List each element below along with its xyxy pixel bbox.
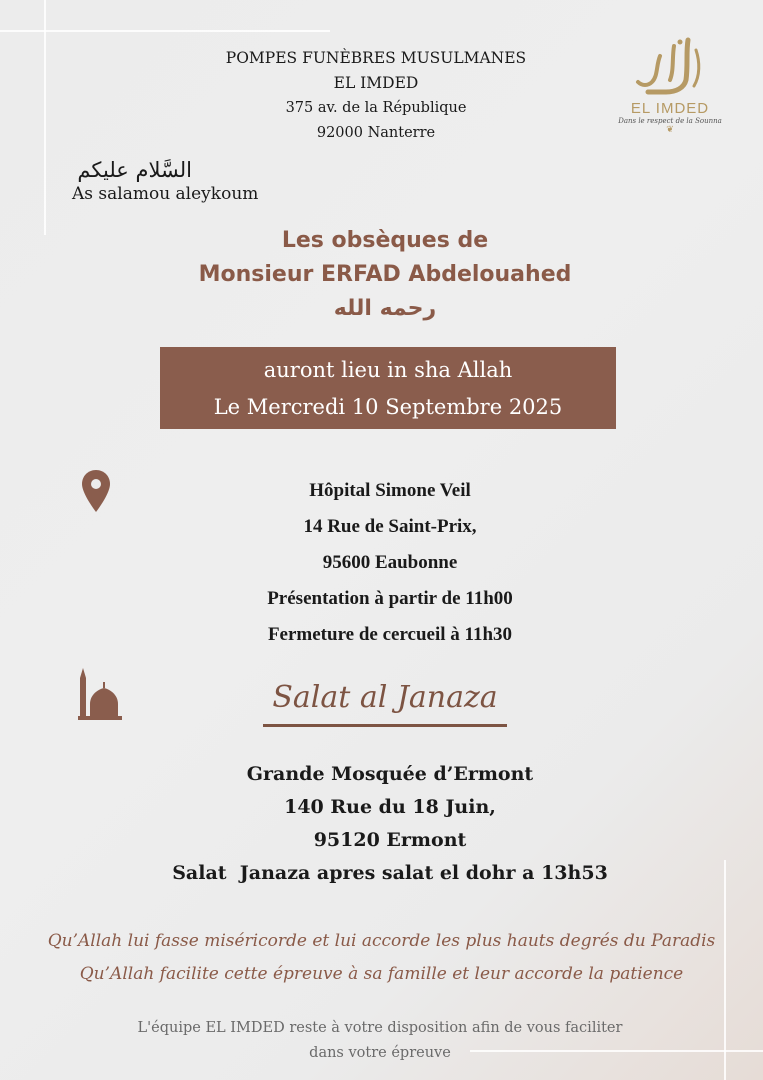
mosque-city: 95120 Ermont [313, 829, 467, 851]
prayer-line2: Qu’Allah facilite cette épreuve à sa famille et leur accorde la patience [79, 964, 684, 984]
closing-time: Fermeture de cercueil à 11h30 [267, 624, 513, 645]
logo-ornament-icon: ❦ [666, 125, 674, 135]
company-address: 375 av. de la République [285, 100, 467, 116]
hospital-street: 14 Rue de Saint-Prix, [303, 516, 477, 537]
logo-calligraphy-icon [630, 36, 710, 100]
location-pin-icon [82, 470, 110, 512]
hospital-info [190, 473, 590, 653]
mosque-info [150, 758, 630, 890]
company-name-2: EL IMDED [333, 74, 419, 92]
company-logo [605, 36, 735, 135]
footer-line2: dans votre épreuve [309, 1045, 451, 1061]
footer-line1: L'équipe EL IMDED reste à votre disposition afin de vous faciliter [137, 1020, 623, 1036]
logo-name: EL IMDED [630, 100, 710, 117]
hospital-name: Hôpital Simone Veil [309, 480, 471, 501]
deceased-name: Monsieur ERFAD Abdelouahed [198, 262, 572, 287]
decorative-line [44, 0, 46, 235]
janaza-underline [263, 724, 507, 727]
company-city: 92000 Nanterre [316, 125, 436, 141]
greeting [72, 158, 258, 204]
prayer-line1: Qu’Allah lui fasse miséricorde et lui accorde les plus hauts degrés du Paradis [47, 931, 716, 951]
mosque-street: 140 Rue du 18 Juin, [284, 796, 496, 818]
announcement-arabic: رحمه الله [333, 296, 437, 321]
logo-tagline: Dans le respect de la Sounna [618, 117, 722, 125]
janaza-time: Salat Janaza apres salat el dohr a 13h53 [172, 862, 608, 884]
date-box-date: Le Mercredi 10 Septembre 2025 [213, 395, 563, 419]
footer [80, 1016, 680, 1066]
announcement [130, 224, 640, 326]
date-box-line1: auront lieu in sha Allah [263, 358, 513, 382]
decorative-line [0, 30, 330, 32]
janaza-title: Salat al Janaza [272, 680, 498, 715]
greeting-arabic: السَّلام عليكم [77, 158, 192, 182]
date-box [160, 347, 616, 429]
hospital-city: 95600 Eaubonne [322, 552, 458, 573]
greeting-french: As salamou aleykoum [72, 184, 259, 204]
announcement-line1: Les obsèques de [281, 228, 489, 253]
mosque-name: Grande Mosquée d’Ermont [246, 763, 534, 785]
prayers [20, 925, 743, 991]
company-header [176, 46, 576, 146]
company-name: POMPES FUNÈBRES MUSULMANES [225, 49, 527, 67]
presentation-time: Présentation à partir de 11h00 [267, 588, 513, 609]
mosque-icon [76, 666, 124, 722]
